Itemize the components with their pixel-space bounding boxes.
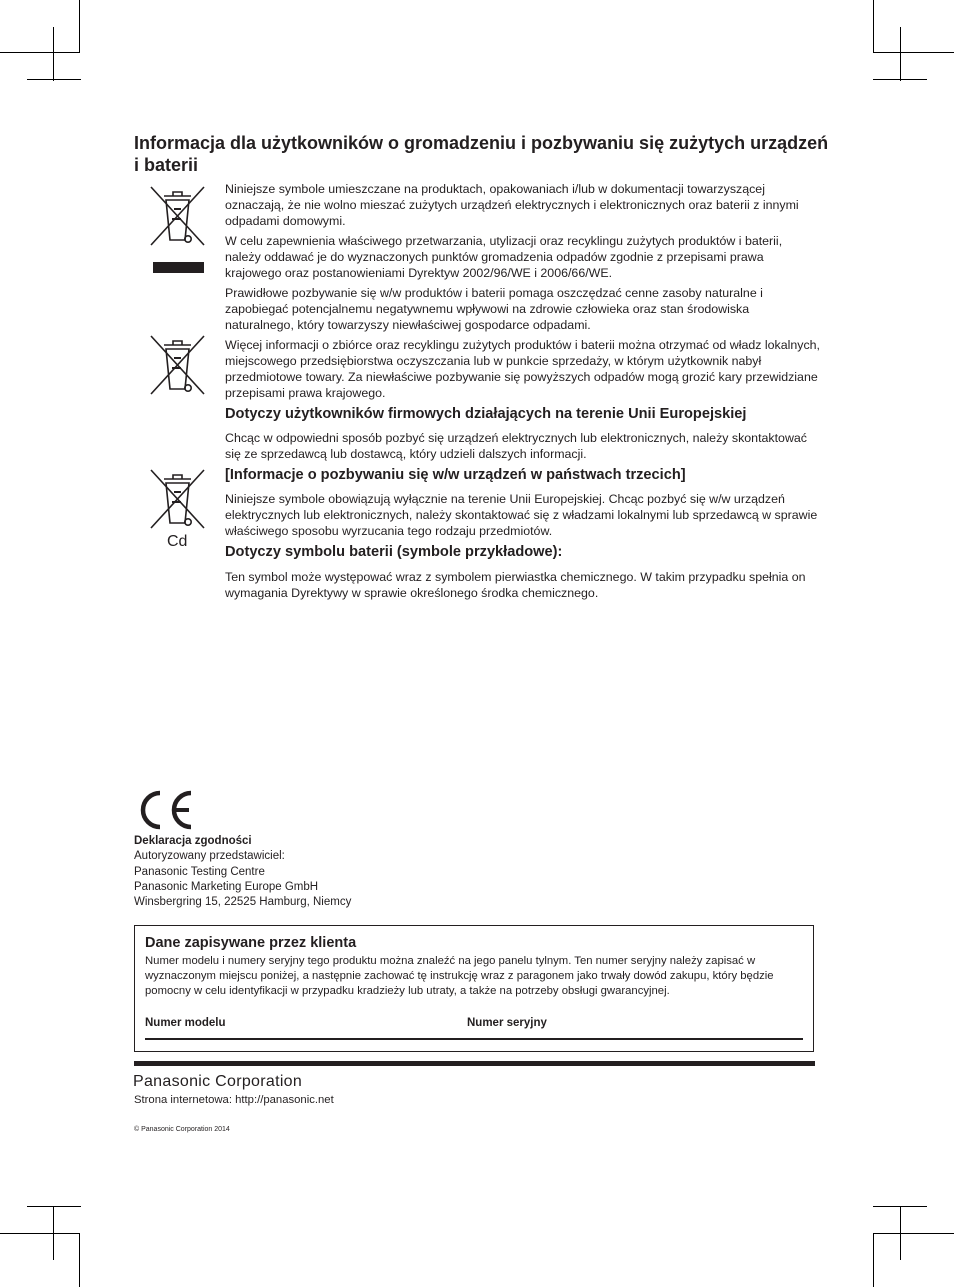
model-number-label: Numer modelu <box>145 1017 226 1029</box>
paragraph: W celu zapewnienia właściwego przetwarzania, utylizacji oraz recyklingu zużytych produktów i baterii, należy oddawać je do wyznaczonych punktów gromadzenia odpadów zgodnie z przepisami prawa krajowego oraz postanowieniami Dyrektyw 2002/96/WE i 2006/66/WE. <box>225 234 783 280</box>
paragraph: Ten symbol może występować wraz z symbolem pierwiastka chemicznego. W takim przypadku spełnia on wymagania Dyrektywy w sprawie określonego środka chemicznego. <box>225 570 806 600</box>
record-box-title: Dane zapisywane przez klienta <box>145 935 357 951</box>
crop-mark <box>873 1234 874 1287</box>
paragraph: Prawidłowe pozbywanie się w/w produktów i baterii pomaga oszczędzać cenne zasoby naturalne i zapobiegać potencjalnemu negatywnemu wpływowi na zdrowie człowieka oraz stan środowiska naturalnego, który towarzyszy niewłaściwej gospodarce odpadami. <box>225 286 763 332</box>
declaration-line: Panasonic Marketing Europe GmbH <box>134 880 319 893</box>
section-heading: Dotyczy użytkowników firmowych działających na terenie Unii Europejskiej <box>225 406 747 422</box>
page-title: Informacja dla użytkowników o gromadzeniu i pozbywaniu się zużytych urządzeń i baterii <box>134 133 829 175</box>
serial-number-label: Numer seryjny <box>467 1017 547 1029</box>
declaration-of-conformity <box>134 834 351 910</box>
website-text: Strona internetowa: http://panasonic.net <box>134 1094 334 1106</box>
crossed-out-wheelie-bin-icon <box>148 183 208 249</box>
chemical-symbol-label: Cd <box>167 533 188 550</box>
brand-name: Panasonic Corporation <box>133 1073 303 1090</box>
crossed-out-wheelie-bin-icon <box>148 466 208 532</box>
crop-mark <box>0 52 80 53</box>
crop-mark <box>0 1233 80 1234</box>
crop-mark <box>900 27 901 81</box>
record-write-line <box>145 1038 803 1040</box>
customer-record-box <box>134 925 814 1052</box>
ce-mark-icon <box>134 789 194 831</box>
crop-mark <box>873 0 874 52</box>
copyright-text: © Panasonic Corporation 2014 <box>134 1126 230 1133</box>
crop-mark <box>27 79 81 80</box>
separate-collection-bar <box>153 262 204 273</box>
crop-mark <box>873 79 927 80</box>
declaration-line: Autoryzowany przedstawiciel: <box>134 850 285 863</box>
crossed-out-wheelie-bin-icon <box>148 332 208 398</box>
section-heading: Dotyczy symbolu baterii (symbole przykładowe): <box>225 544 563 560</box>
crop-mark <box>27 1206 81 1207</box>
declaration-heading: Deklaracja zgodności <box>134 835 252 847</box>
paragraph: Więcej informacji o zbiórce oraz recyklingu zużytych produktów i baterii można otrzymać od władz lokalnych, miejscowego przedsiębiorstwa oczyszczania lub w punkcie sprzedaży, w którym użytkownik nabył przedmiotowe towary. Za niewłaściwe pozbywanie się powyższych odpadów mogą grozić kary przewidziane przepisami prawa krajowego. <box>225 338 820 400</box>
paragraph: Niniejsze symbole obowiązują wyłącznie na terenie Unii Europejskiej. Chcąc pozbyć się w/w urządzeń elektrycznych lub elektronicznych, należy skontaktować się z władzami lokalnymi lub sprzedawcą w sprawie właściwego sposobu wyrzucania tego rodzaju przedmiotów. <box>225 492 818 538</box>
crop-mark <box>873 1233 954 1234</box>
paragraph: Niniejsze symbole umieszczane na produktach, opakowaniach i/lub w dokumentacji towarzyszącej oznaczają, że nie wolno mieszać zużytych urządzeń elektrycznych i elektronicznych oraz baterii z innymi odpadami domowymi. <box>225 182 799 228</box>
declaration-line: Winsbergring 15, 22525 Hamburg, Niemcy <box>134 896 352 909</box>
record-box-text: Numer modelu i numery seryjny tego produktu można znaleźć na jego panelu tylnym. Ten numer seryjny należy zapisać w wyznaczonym miejscu poniżej, a następnie zachować tę instrukcję wraz z paragonem jako trwały dowód zakupu, który będzie pomocny w celu identyfikacji w przypadku kradzieży lub utraty, a także na potrzeby obsługi gwarancyjnej. <box>145 955 774 997</box>
paragraph: Chcąc w odpowiedni sposób pozbyć się urządzeń elektrycznych lub elektronicznych, należy skontaktować się ze sprzedawcą lub dostawcą, który udzieli dalszych informacji. <box>225 431 807 461</box>
crop-mark <box>873 1206 927 1207</box>
footer-rule <box>134 1061 815 1066</box>
body-text <box>225 181 820 605</box>
crop-mark <box>79 0 80 52</box>
crop-mark <box>873 52 954 53</box>
declaration-line: Panasonic Testing Centre <box>134 865 265 878</box>
section-heading: [Informacje o pozbywaniu się w/w urządzeń w państwach trzecich] <box>225 467 686 483</box>
crop-mark <box>79 1234 80 1287</box>
crop-mark <box>53 27 54 81</box>
